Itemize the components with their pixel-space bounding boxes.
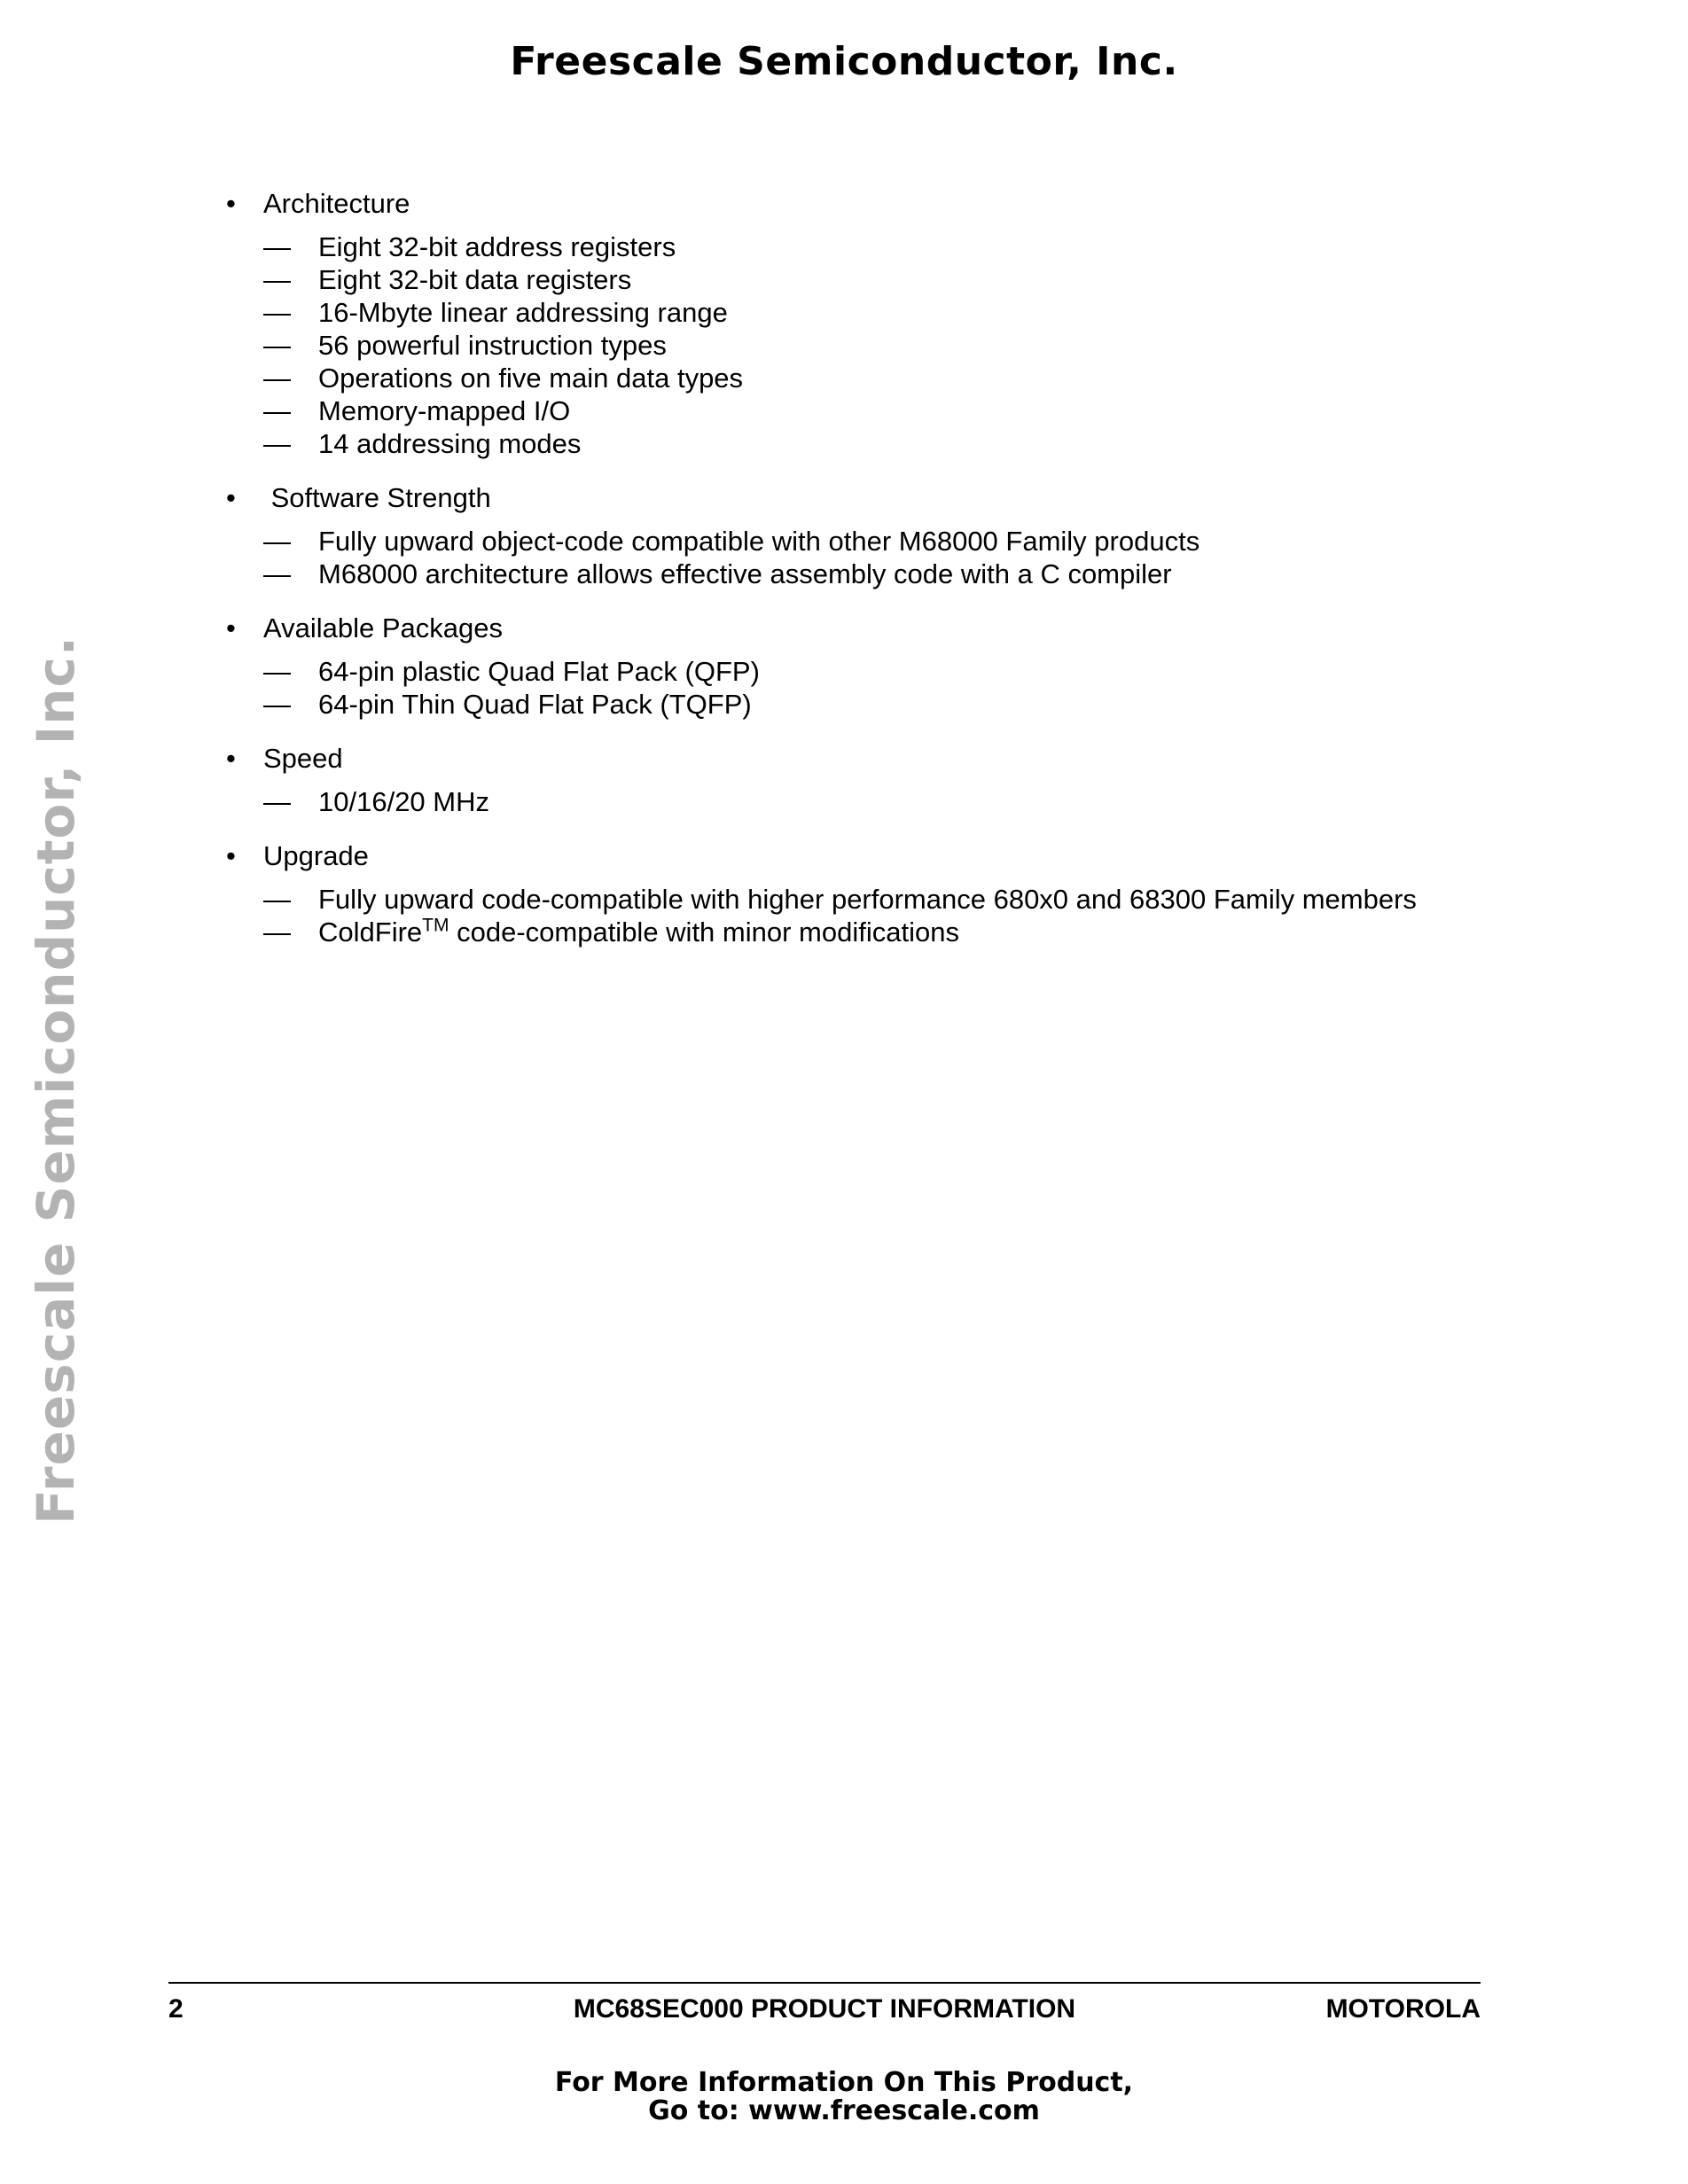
sub-item [226,688,1556,721]
bullet-item [226,481,1556,514]
section-architecture [226,187,1556,460]
bullet-mark: • [226,188,236,219]
sub-item-text: Operations on five main data types [318,363,744,394]
sub-item [226,427,1556,460]
sub-item-text: Eight 32-bit data registers [318,264,632,295]
page-number: 2 [168,1994,184,2024]
coldfire-suffix: code-compatible with minor modifications [449,916,959,948]
dash-mark: — [263,264,291,295]
dash-mark: — [263,231,291,262]
bullet-mark: • [226,612,236,644]
dash-mark: — [263,558,291,589]
section-available-packages [226,612,1556,721]
dash-mark: — [263,428,291,459]
dash-mark: — [263,297,291,328]
bullet-mark: • [226,482,236,513]
section-title: Architecture [263,188,410,219]
bullet-item [226,839,1556,872]
sub-item-text: Eight 32-bit address registers [318,231,676,262]
footer-divider [168,1982,1481,1984]
feature-list [226,187,1556,970]
sub-item [226,362,1556,394]
dash-mark: — [263,689,291,720]
dash-mark: — [263,363,291,394]
dash-mark: — [263,330,291,361]
dash-mark: — [263,526,291,557]
sub-item [226,296,1556,329]
document-title: MC68SEC000 PRODUCT INFORMATION [573,1994,1076,2024]
trademark-superscript: TM [422,915,449,936]
sub-item-text: 56 powerful instruction types [318,330,667,361]
more-info-notice [0,2069,1688,2126]
bullet-mark: • [226,743,236,774]
bullet-item [226,612,1556,644]
section-speed [226,742,1556,818]
sub-item [226,394,1556,427]
sub-item-text: 10/16/20 MHz [318,786,489,817]
sub-item [226,525,1556,558]
dash-mark: — [263,395,291,426]
sub-item-text: 64-pin Thin Quad Flat Pack (TQFP) [318,689,752,720]
bullet-item [226,742,1556,775]
more-info-line-2: Go to: www.freescale.com [648,2095,1040,2126]
sub-item-text: Fully upward code-compatible with higher performance 680x0 and 68300 Family members [318,884,1417,915]
section-title: Speed [263,743,343,774]
sub-item [226,883,1556,916]
coldfire-prefix: ColdFire [318,916,423,948]
side-watermark: Freescale Semiconductor, Inc. [26,636,86,1525]
sub-item-text: M68000 architecture allows effective assembly code with a C compiler [318,558,1172,589]
dash-mark: — [263,656,291,687]
section-title: Software Strength [263,482,491,513]
sub-item-text: 16-Mbyte linear addressing range [318,297,728,328]
dash-mark: — [263,786,291,817]
sub-item [226,263,1556,296]
page-header-title: Freescale Semiconductor, Inc. [510,39,1178,84]
sub-item [226,916,1556,948]
sub-item-text: Fully upward object-code compatible with other M68000 Family products [318,526,1200,557]
sub-item [226,785,1556,818]
sub-item-text: 64-pin plastic Quad Flat Pack (QFP) [318,656,760,687]
company-name: MOTOROLA [1325,1994,1481,2024]
bullet-item [226,187,1556,220]
sub-item-text: 14 addressing modes [318,428,582,459]
sub-item-text: Memory-mapped I/O [318,395,571,426]
section-title: Upgrade [263,840,369,871]
section-software-strength [226,481,1556,590]
sub-item [226,655,1556,688]
sub-item-text [318,916,959,948]
page-footer [168,1994,1481,2030]
sub-item [226,230,1556,263]
section-upgrade [226,839,1556,948]
sub-item [226,329,1556,362]
more-info-line-1: For More Information On This Product, [554,2067,1134,2098]
sub-item [226,558,1556,590]
dash-mark: — [263,884,291,915]
dash-mark: — [263,916,291,948]
section-title: Available Packages [263,612,503,644]
bullet-mark: • [226,840,236,871]
